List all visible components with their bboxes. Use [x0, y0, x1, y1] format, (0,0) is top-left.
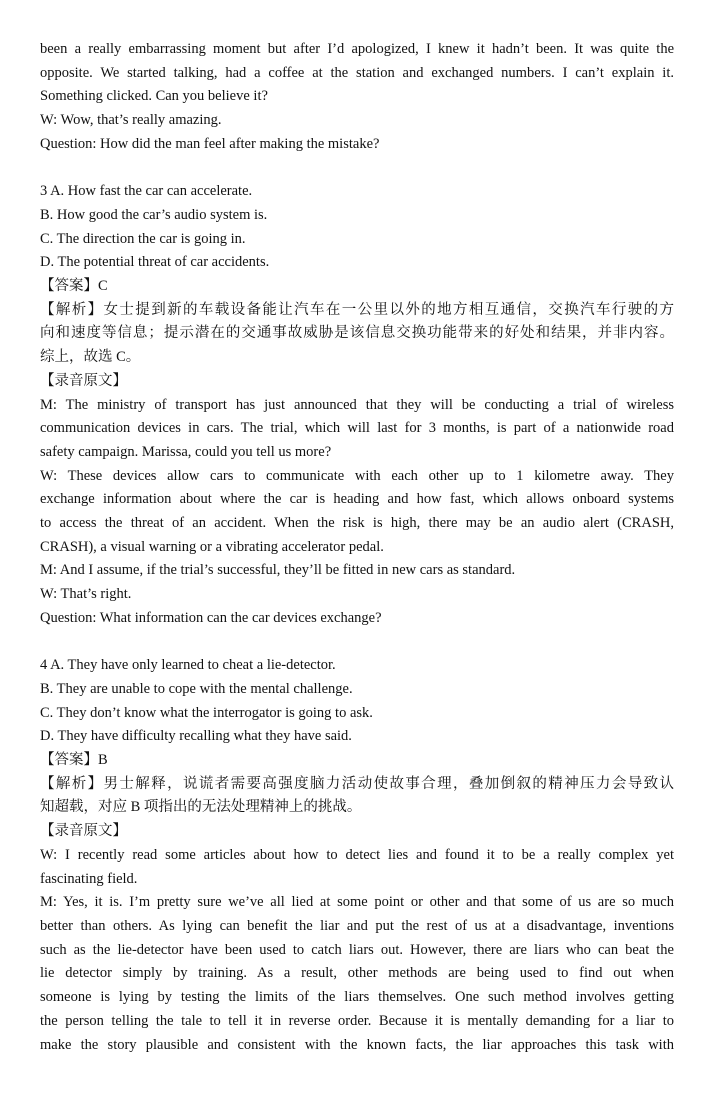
passage-line: been a really embarrassing moment but after I’d apologized, I knew it hadn’t been. It was quite the	[40, 41, 674, 57]
q3-transcript-line: W: That’s right.	[40, 586, 132, 603]
q4-transcript-line: M: Yes, it is. I’m pretty sure we’ve all lied at some point or other and that some of us are so much	[40, 894, 674, 911]
q3-question-line: Question: What information can the car devices exchange?	[40, 609, 382, 626]
q3-transcript-line: to access the threat of an accident. When the risk is high, there may be an audio alert (CRASH,	[40, 515, 674, 532]
q4-transcript-line: fascinating field.	[40, 870, 138, 887]
passage-line: W: Wow, that’s really amazing.	[40, 112, 222, 129]
q3-analysis-line: 【解析】女士提到新的车载设备能让汽车在一公里以外的地方相互通信，交换汽车行驶的方	[40, 301, 674, 318]
q4-transcript-line: lie detector simply by training. As a result, other methods are being used to find out when	[40, 965, 674, 982]
q3-answer: 【答案】C	[40, 278, 108, 295]
q4-analysis-line: 【解析】男士解释，说谎者需要高强度脑力活动使故事合理，叠加倒叙的精神压力会导致认	[40, 775, 674, 792]
q4-transcript-line: make the story plausible and consistent with the known facts, the liar approaches this task with	[40, 1036, 674, 1053]
q4-transcript-line: better than others. As lying can benefit the liar and put the rest of us at a disadvantage, inventions	[40, 917, 674, 934]
q4-transcript-line: W: I recently read some articles about how to detect lies and found it to be a really complex yet	[40, 846, 674, 863]
q4-analysis-line: 知超载，对应 B 项指出的无法处理精神上的挑战。	[40, 799, 362, 816]
q4-option-b: B. They are unable to cope with the mental challenge.	[40, 680, 353, 697]
q3-option-a: 3 A. How fast the car can accelerate.	[40, 183, 253, 200]
q3-transcript-line: safety campaign. Marissa, could you tell us more?	[40, 443, 332, 460]
q4-transcript-line: someone is lying by testing the limits of the liars themselves. One such method involves getting	[40, 989, 674, 1006]
q4-answer: 【答案】B	[40, 752, 108, 769]
q3-transcript-header: 【录音原文】	[40, 372, 127, 389]
q3-option-d: D. The potential threat of car accidents.	[40, 254, 270, 271]
q3-transcript-line: CRASH), a visual warning or a vibrating accelerator pedal.	[40, 538, 384, 555]
q3-transcript-line: W: These devices allow cars to communicate with each other up to 1 kilometre away. They	[40, 467, 674, 484]
document-page	[40, 38, 674, 1057]
blank-line	[40, 157, 674, 181]
q4-option-d: D. They have difficulty recalling what they have said.	[40, 728, 352, 745]
q3-option-b: B. How good the car’s audio system is.	[40, 206, 268, 223]
q4-option-c: C. They don’t know what the interrogator is going to ask.	[40, 704, 373, 721]
q3-transcript-line: exchange information about where the car is heading and how fast, which allows onboard systems	[40, 491, 674, 508]
question-line: Question: How did the man feel after making the mistake?	[40, 135, 380, 152]
q3-transcript-line: communication devices in cars. The trial, which will last for 3 months, is part of a nationwide road	[40, 420, 674, 437]
q3-transcript-line: M: The ministry of transport has just announced that they will be conducting a trial of wireless	[40, 396, 674, 413]
q4-transcript-line: such as the lie-detector have been used to catch liars out. However, there are liars who can beat the	[40, 941, 674, 958]
q4-option-a: 4 A. They have only learned to cheat a lie-detector.	[40, 657, 336, 674]
passage-line: opposite. We started talking, had a coffee at the station and exchanged numbers. I can’t explain it.	[40, 64, 674, 81]
blank-line	[40, 631, 674, 655]
q4-transcript-line: the person telling the tale to tell it in reverse order. Because it is mentally demanding for a liar to	[40, 1012, 674, 1029]
q3-analysis-line: 综上，故选 C。	[40, 349, 141, 366]
q3-transcript-line: M: And I assume, if the trial’s successful, they’ll be fitted in new cars as standard.	[40, 562, 516, 579]
q4-transcript-header: 【录音原文】	[40, 823, 127, 840]
q3-option-c: C. The direction the car is going in.	[40, 230, 246, 247]
passage-line: Something clicked. Can you believe it?	[40, 88, 268, 105]
q3-analysis-line: 向和速度等信息；提示潜在的交通事故威胁是该信息交换功能带来的好处和结果，并非内容。	[40, 325, 674, 342]
